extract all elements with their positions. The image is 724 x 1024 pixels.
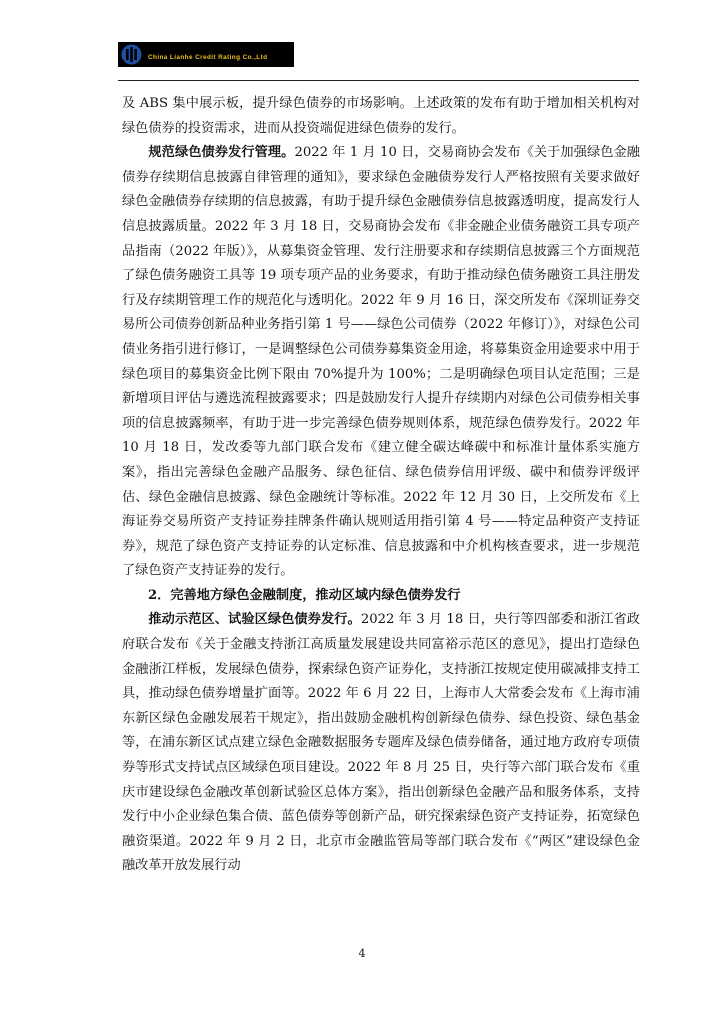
header-rule xyxy=(118,80,639,81)
section-heading: 2．完善地方绿色金融制度，推动区域内绿色债券发行 xyxy=(148,587,461,603)
company-name: China Lianhe Credit Rating Co.,Ltd xyxy=(148,54,268,61)
document-body xyxy=(122,92,640,879)
paragraph xyxy=(122,92,640,141)
header-logo-bar xyxy=(118,42,294,67)
paragraph-text: 及 ABS 集中展示板，提升绿色债券的市场影响。上述政策的发布有助于增加相关机构对绿色债券的投资需求，进而从投资端促进绿色债券的发行。 xyxy=(122,96,640,136)
paragraph xyxy=(122,608,640,879)
paragraph-lead: 推动示范区、试验区绿色债券发行。 xyxy=(148,612,361,628)
lianhe-logo-icon xyxy=(121,44,142,65)
paragraph-lead: 规范绿色债券发行管理。 xyxy=(148,145,295,161)
paragraph-text: 2022 年 3 月 18 日，央行等四部委和浙江省政府联合发布《关于金融支持浙江高质量发展建设共同富裕示范区的意见》，提出打造绿色金融浙江样板，发展绿色债券，探索绿色资产证券化，支持浙江按规定使用碳减排支持工具，推动绿色债券增量扩面等。2022 年 6 月 22 日，上海市人大常委会发布《上海市浦东新区绿色金融发展若干规定》，指出鼓励金融机构创新绿色债券、绿色投资、绿色基金等，在浦东新区试点建立绿色金融数据服务专题库及绿色债券储备，通过地方政府专项债券等形式支持试点区域绿色项目建设。2022 年 8 月 25 日，央行等六部门联合发布《重庆市建设绿色金融改革创新试验区总体方案》，指出创新绿色金融产品和服务体系，支持发行中小企业绿色集合债、蓝色债券等创新产品，研究探索绿色资产支持证券，拓宽绿色融资渠道。2022 年 9 月 2 日，北京市金融监管局等部门联合发布《“两区”建设绿色金融改革开放发展行动 xyxy=(122,612,640,874)
page-number: 4 xyxy=(358,947,366,960)
paragraph xyxy=(122,141,640,584)
paragraph-text: 2022 年 1 月 10 日，交易商协会发布《关于加强绿色金融债券存续期信息披露自律管理的通知》，要求绿色金融债券发行人严格按照有关要求做好绿色金融债券存续期的信息披露，有助于提升绿色金融债券信息披露透明度，提高发行人信息披露质量。2022 年 3 月 18 日，交易商协会发布《非金融企业债务融资工具专项产品指南（2022 年版）》，从募集资金管理、发行注册要求和存续期信息披露三个方面规范了绿色债务融资工具等 19 项专项产品的业务要求，有助于推动绿色债务融资工具注册发行及存续期管理工作的规范化与透明化。2022 年 9 月 16 日，深交所发布《深圳证券交易所公司债券创新品种业务指引第 1 号——绿色公司债券（2022 年修订）》，对绿色公司债业务指引进行修订，一是调整绿色公司债券募集资金用途，将募集资金用途要求中用于绿色项目的募集资金比例下限由 70%提升为 100%；二是明确绿色项目认定范围；三是新增项目评估与遴选流程披露要求；四是鼓励发行人提升存续期内对绿色公司债券相关事项的信息披露频率，有助于进一步完善绿色债券规则体系，规范绿色债券发行。2022 年 10 月 18 日，发改委等九部门联合发布《建立健全碳达峰碳中和标准计量体系实施方案》，指出完善绿色金融产品服务、绿色征信、绿色债券信用评级、碳中和债券评级评估、绿色金融信息披露、绿色金融统计等标准。2022 年 12 月 30 日，上交所发布《上海证券交易所资产支持证券挂牌条件确认规则适用指引第 4 号——特定品种资产支持证券》，规范了绿色资产支持证券的认定标准、信息披露和中介机构核查要求，进一步规范了绿色资产支持证券的发行。 xyxy=(122,145,640,579)
